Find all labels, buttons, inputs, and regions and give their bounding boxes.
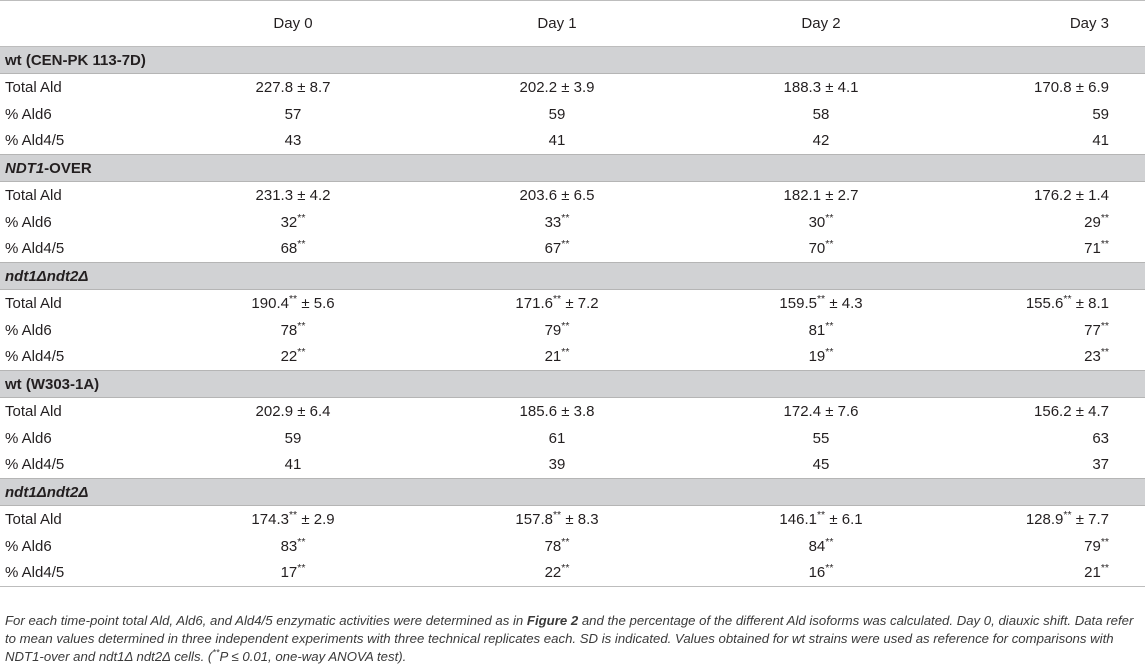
group-name-italic: NDT1 — [5, 159, 45, 177]
group-name-italic: ndt1Δndt2Δ — [5, 483, 89, 501]
cell-day-3: 170.8 ± 6.9 — [1034, 78, 1109, 96]
table-row — [0, 101, 1145, 128]
cell-day-3: 176.2 ± 1.4 — [1034, 186, 1109, 204]
cell-day-0: 78** — [280, 319, 306, 339]
cell-day-0: 32** — [280, 211, 306, 231]
row-label: % Ald4/5 — [0, 560, 173, 587]
cell-day-2: 58 — [812, 105, 830, 123]
table-row — [0, 560, 1145, 587]
header-row — [0, 1, 1145, 47]
significance-marker: ** — [825, 562, 834, 575]
group-row — [0, 47, 1145, 74]
header-day-1: Day 1 — [413, 1, 701, 47]
figure-reference-link[interactable]: Figure 2 — [526, 613, 579, 628]
significance-marker: ** — [297, 211, 306, 224]
cell-day-1: 21** — [544, 346, 570, 366]
cell-day-3: 63 — [1092, 429, 1109, 447]
cell-day-1: 79** — [544, 319, 570, 339]
cell-day-2: 55 — [812, 429, 830, 447]
table-row — [0, 398, 1145, 425]
cell-day-3: 155.6** ± 8.1 — [1025, 292, 1109, 312]
significance-marker: ** — [825, 238, 834, 251]
significance-marker: ** — [561, 346, 570, 359]
table-footnote — [5, 612, 1137, 666]
group-label — [0, 47, 1145, 74]
cell-day-2: 159.5** ± 4.3 — [779, 292, 863, 312]
row-label: % Ald6 — [5, 213, 52, 231]
cell-day-1: 22** — [413, 560, 701, 587]
group-label — [0, 155, 1145, 182]
table-row — [0, 425, 1145, 452]
table-row — [0, 344, 1145, 371]
table-row — [0, 317, 1145, 344]
footnote-part-2: and the percentage of the different Ald isoforms was calculated. Day 0, diauxic shift. Data refer to mean values determined in three independent experiments with three technical replicates each. SD is indicated. Values obtained for wt strains were used as reference for comparisons with NDT1-over and ndt1Δ ndt2Δ cells. ( — [5, 613, 1134, 664]
cell-day-1: 157.8** ± 8.3 — [515, 508, 599, 528]
cell-day-0: 22** — [280, 346, 306, 366]
cell-day-3: 41 — [1092, 132, 1109, 150]
cell-day-2: 45 — [812, 456, 830, 474]
cell-day-1: 78** — [544, 535, 570, 555]
table-row — [0, 506, 1145, 533]
significance-marker: ** — [561, 535, 570, 548]
table-row — [0, 74, 1145, 101]
significance-marker: ** — [288, 508, 298, 521]
cell-day-1: 61 — [548, 429, 566, 447]
significance-marker: ** — [816, 292, 826, 305]
significance-marker: ** — [1063, 508, 1072, 521]
cell-day-2: 84** — [808, 535, 834, 555]
cell-day-3: 23** — [1084, 346, 1109, 366]
cell-day-2: 81** — [808, 319, 834, 339]
significance-marker: ** — [561, 238, 570, 251]
significance-marker: ** — [1100, 535, 1109, 548]
significance-marker: ** — [297, 535, 306, 548]
row-label: % Ald4/5 — [5, 132, 65, 150]
group-label — [0, 371, 1145, 398]
cell-day-0: 59 — [284, 429, 302, 447]
cell-day-1: 41 — [548, 132, 566, 150]
cell-day-3: 79** — [1084, 535, 1109, 555]
group-label — [0, 479, 1145, 506]
significance-marker: ** — [288, 292, 298, 305]
cell-day-2: 182.1 ± 2.7 — [783, 186, 859, 204]
table-row — [0, 290, 1145, 317]
cell-day-3: 156.2 ± 4.7 — [1034, 402, 1109, 420]
cell-day-3: 29** — [1084, 211, 1109, 231]
cell-day-2: 146.1** ± 6.1 — [779, 508, 863, 528]
cell-day-1: 171.6** ± 7.2 — [515, 292, 599, 312]
significance-marker: ** — [825, 211, 834, 224]
significance-marker: ** — [561, 562, 570, 575]
cell-day-1: 202.2 ± 3.9 — [519, 78, 595, 96]
table-row — [0, 452, 1145, 479]
cell-day-2: 172.4 ± 7.6 — [783, 402, 859, 420]
cell-day-1: 203.6 ± 6.5 — [519, 186, 595, 204]
cell-day-0: 83** — [280, 535, 306, 555]
significance-marker: ** — [297, 319, 306, 332]
row-label: Total Ald — [5, 186, 62, 204]
significance-marker: ** — [1100, 238, 1109, 251]
footnote-superscript: ** — [212, 647, 220, 658]
cell-day-3: 21** — [941, 560, 1145, 587]
cell-day-3: 77** — [1084, 319, 1109, 339]
cell-day-2: 42 — [812, 132, 830, 150]
cell-day-0: 57 — [284, 105, 302, 123]
header-day-3: Day 3 — [941, 1, 1145, 47]
row-label: Total Ald — [5, 78, 62, 96]
table-row — [0, 533, 1145, 560]
cell-day-0: 174.3** ± 2.9 — [251, 508, 335, 528]
table-row — [0, 182, 1145, 209]
significance-marker: ** — [825, 319, 834, 332]
cell-day-0: 43 — [284, 132, 302, 150]
cell-day-1: 185.6 ± 3.8 — [519, 402, 595, 420]
row-label: Total Ald — [5, 294, 62, 312]
significance-marker: ** — [297, 562, 306, 575]
group-row — [0, 479, 1145, 506]
cell-day-2: 70** — [808, 238, 834, 258]
cell-day-3: 59 — [1092, 105, 1109, 123]
group-name: wt (W303-1A) — [5, 375, 100, 393]
cell-day-1: 39 — [548, 456, 566, 474]
header-day-0: Day 0 — [173, 1, 413, 47]
table-row — [0, 236, 1145, 263]
row-label: % Ald4/5 — [5, 240, 65, 258]
cell-day-2: 16** — [701, 560, 941, 587]
cell-day-2: 30** — [808, 211, 834, 231]
footnote-part-1: For each time-point total Ald, Ald6, and Ald4/5 enzymatic activities were determined as in — [5, 613, 527, 628]
significance-marker: ** — [1100, 562, 1109, 575]
row-label: Total Ald — [5, 402, 62, 420]
cell-day-0: 227.8 ± 8.7 — [255, 78, 331, 96]
cell-day-3: 37 — [1092, 456, 1109, 474]
group-name-italic: ndt1Δndt2Δ — [5, 267, 89, 285]
row-label: % Ald6 — [5, 321, 52, 339]
significance-marker: ** — [816, 508, 826, 521]
header-cell-empty — [0, 1, 173, 47]
significance-marker: ** — [825, 346, 834, 359]
row-label: % Ald4/5 — [5, 456, 65, 474]
footnote-part-3: P ≤ 0.01, one-way ANOVA test). — [219, 649, 407, 664]
significance-marker: ** — [1100, 211, 1109, 224]
cell-day-0: 231.3 ± 4.2 — [255, 186, 331, 204]
row-label: Total Ald — [5, 510, 62, 528]
significance-marker: ** — [552, 292, 562, 305]
group-row — [0, 263, 1145, 290]
cell-day-3: 71** — [1084, 238, 1109, 258]
header-day-2: Day 2 — [701, 1, 941, 47]
cell-day-1: 33** — [544, 211, 570, 231]
group-row — [0, 371, 1145, 398]
significance-marker: ** — [825, 535, 834, 548]
significance-marker: ** — [297, 238, 306, 251]
significance-marker: ** — [1063, 292, 1072, 305]
row-label: % Ald6 — [5, 429, 52, 447]
cell-day-1: 67** — [544, 238, 570, 258]
group-label — [0, 263, 1145, 290]
row-label: % Ald6 — [5, 105, 52, 123]
group-row — [0, 155, 1145, 182]
significance-marker: ** — [1100, 346, 1109, 359]
significance-marker: ** — [561, 211, 570, 224]
group-name: wt (CEN-PK 113-7D) — [5, 51, 146, 69]
significance-marker: ** — [561, 319, 570, 332]
cell-day-0: 41 — [284, 456, 302, 474]
row-label: % Ald4/5 — [5, 348, 65, 366]
table-row — [0, 209, 1145, 236]
cell-day-0: 68** — [280, 238, 306, 258]
cell-day-3: 128.9** ± 7.7 — [1025, 508, 1109, 528]
cell-day-2: 19** — [808, 346, 834, 366]
significance-marker: ** — [1100, 319, 1109, 332]
cell-day-2: 188.3 ± 4.1 — [783, 78, 859, 96]
table-body — [0, 47, 1145, 587]
table-row — [0, 128, 1145, 155]
significance-marker: ** — [297, 346, 306, 359]
group-name-suffix: -OVER — [44, 159, 92, 177]
cell-day-0: 17** — [173, 560, 413, 587]
row-label: % Ald6 — [5, 537, 52, 555]
significance-marker: ** — [552, 508, 562, 521]
cell-day-1: 59 — [548, 105, 566, 123]
cell-day-0: 190.4** ± 5.6 — [251, 292, 335, 312]
cell-day-0: 202.9 ± 6.4 — [255, 402, 331, 420]
